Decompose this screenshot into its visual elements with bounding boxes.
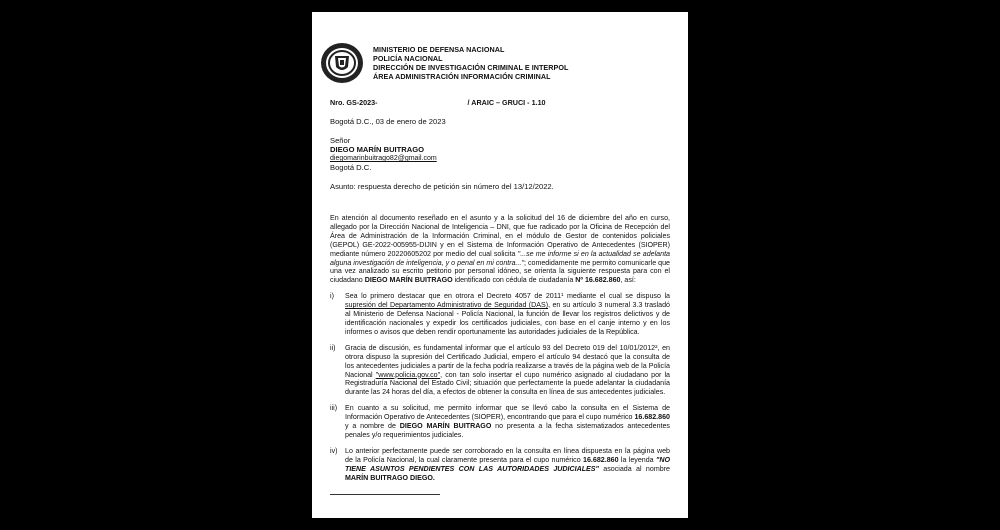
text: En cuanto a su solicitud, me permito informar que se llevó cabo la consulta en el Sistema de Información Operativo de Antecedentes (SIOPER), encontrando que para el cupo numérico: [345, 404, 670, 422]
text: no presenta a la fecha sistematizados antecedentes penales y/o requerimientos judiciales.: [345, 422, 670, 439]
text: Gracia de discusión, es fundamental informar que el artículo 93 del Decreto 019 del 10/01/2012², en otrora dispuso la supresión del Certificado Judicial, empero el artículo 94 destacó que la consulta de los antecedentes judiciales a partir de la fecha podría realizarse a través de la página web de la Policía Nacional: [345, 343, 670, 379]
date-line: Bogotá D.C., 03 de enero de 2023: [330, 117, 446, 126]
institution-line: ÁREA ADMINISTRACIÓN INFORMACIÓN CRIMINAL: [373, 72, 551, 82]
institution-name: [373, 45, 568, 82]
website-link-text: "www.policia.gov.co": [375, 370, 441, 379]
item-text: [345, 344, 670, 397]
item-text: [345, 292, 670, 337]
numbered-item: [330, 344, 670, 397]
subject-line: Asunto: respuesta derecho de petición sin número del 13/12/2022.: [330, 182, 554, 191]
citizen-name: MARÍN BUITRAGO DIEGO.: [345, 473, 435, 482]
redacted-region: [378, 98, 460, 107]
numbered-item: [330, 447, 670, 483]
numbered-item: [330, 404, 670, 440]
letterhead: [320, 42, 670, 84]
item-number: iv): [330, 446, 338, 455]
text: ; comedidamente me permito comunicarle que una vez analizado su escrito petitorio por personal idóneo, se orienta la siguiente respuesta para con el ciudadano: [330, 258, 671, 285]
institution-line: MINISTERIO DE DEFENSA NACIONAL: [373, 44, 505, 54]
intro-paragraph: [330, 214, 670, 285]
reference-number: [330, 98, 670, 107]
recipient-name: DIEGO MARÍN BUITRAGO: [330, 145, 425, 154]
text: y a nombre de: [345, 422, 400, 431]
reference-prefix: Nro. GS-2023-: [330, 98, 378, 107]
legend-text: "NO TIENE ASUNTOS PENDIENTES CON LAS AUTORIDADES JUDICIALES": [345, 455, 670, 473]
salutation: Señor: [330, 136, 351, 145]
text: Sea lo primero destacar que en otrora el Decreto 4057 de 2011¹ mediante el cual se dispuso la: [345, 292, 670, 301]
item-number: i): [330, 292, 334, 301]
text: asociada al nombre: [598, 464, 670, 473]
institution-line: POLICÍA NACIONAL: [373, 53, 443, 63]
citizen-name: DIEGO MARÍN BUITRAGO: [364, 276, 453, 285]
quoted-request: "...se me informe si en la actualidad se adelanta alguna investigación de inteligencia, y o penal en mi contra...": [330, 249, 670, 267]
text: Lo anterior perfectamente puede ser corroborado en la consulta en línea dispuesta en la página web de la Policía Nacional, la cual claramente presenta para el cupo numérico: [345, 446, 670, 464]
item-text: [345, 447, 670, 483]
text: , así:: [620, 276, 636, 285]
item-number: iii): [330, 404, 338, 413]
institution-line: DIRECCIÓN DE INVESTIGACIÓN CRIMINAL E INTERPOL: [373, 63, 569, 72]
text: , en su artículo 3 numeral 3.3 trasladó al Ministerio de Defensa Nacional - Policía Nacional, la función de llevar los registros delictivos y de identificación nacionales y expedir los certificados judiciales, con base en el canje interno y en los informes o avisos que deben rendir oportunamente las autoridades judiciales de la República.: [345, 301, 670, 336]
footnote-divider: [330, 494, 440, 495]
police-crest-icon: [320, 42, 364, 84]
citizen-name: DIEGO MARÍN BUITRAGO: [399, 422, 492, 431]
citizen-id: 16.682.860: [583, 455, 619, 464]
recipient-block: [330, 136, 670, 172]
reference-suffix: / ARAIC – GRUCI - 1.10: [467, 98, 546, 107]
numbered-item: [330, 292, 670, 337]
text: , con tan solo insertar el cupo numérico asignado al ciudadano por la Registraduría Nacional del Estado Civil; situación que perfectamente la puede adelantar la ciudadanía durante las 24 horas del día, a efectos de obtener la consulta en línea de sus antecedentes judiciales.: [345, 370, 670, 397]
item-text: [345, 404, 670, 440]
text: la leyenda: [618, 455, 656, 464]
item-number: ii): [330, 343, 336, 352]
citizen-id: 16.682.860: [634, 413, 670, 422]
underlined-text: supresión del Departamento Administrativo de Seguridad (DAS): [345, 301, 549, 310]
citizen-id: Nº 16.682.860: [575, 276, 621, 285]
recipient-city: Bogotá D.C.: [330, 163, 372, 172]
text: En atención al documento reseñado en el asunto y a la solicitud del 16 de diciembre del año en curso, allegado por la Dirección Nacional de Inteligencia – DNI, que fue radicado por la Oficina de Recepción del Área de Administración de la Información Criminal, en el módulo de Gestor de contenidos policiales (GEPOL) GE-2022-005955-DIJIN y en el Sistema de Información Operativo de Antecedentes (SIOPER) mediante número 20220605202 por medio del cual solicita: [330, 214, 670, 258]
text: identificado con cédula de ciudadanía: [452, 276, 576, 285]
recipient-email: diegomarinbuitrago82@gmail.com: [330, 155, 437, 162]
scanned-letter-page: [312, 12, 688, 518]
